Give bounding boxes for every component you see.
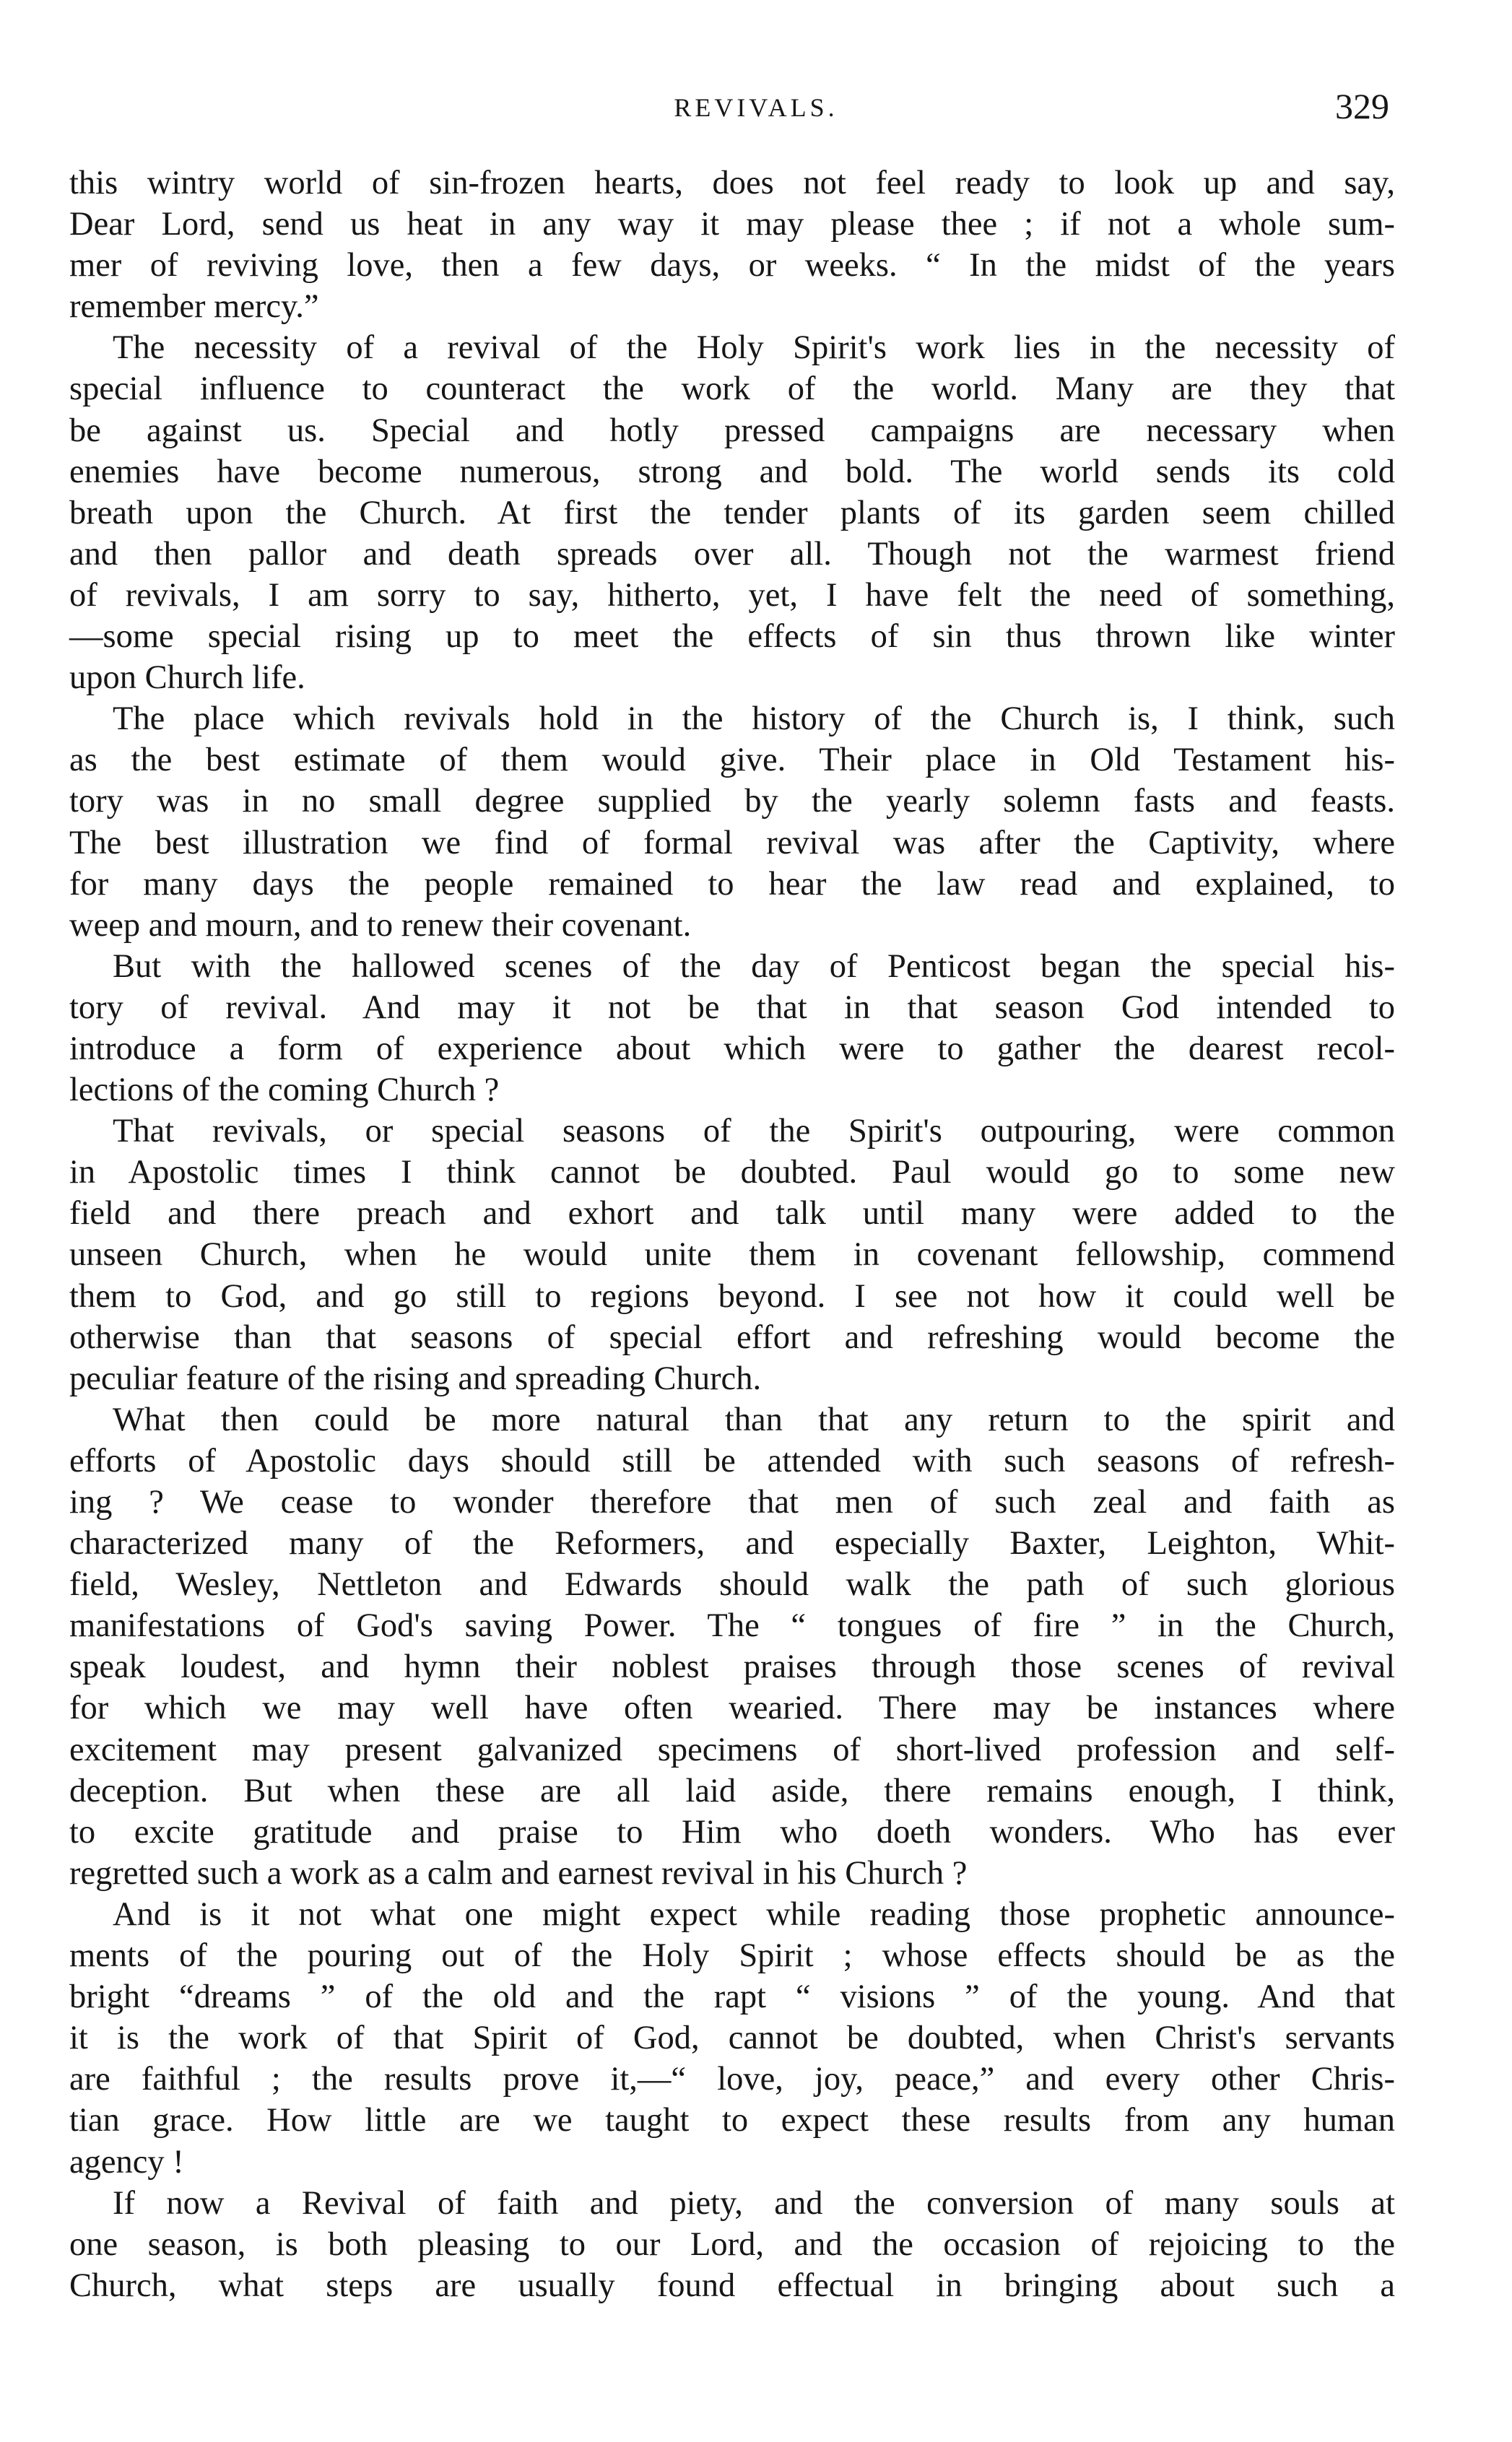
page-number: 329 [1335, 86, 1389, 126]
text-line: regretted such a work as a calm and earnest revival in his Church ? [69, 1854, 968, 1892]
text-line: If now a Revival of faith and piety, and the conversion of many souls at [113, 2184, 1395, 2222]
text-line: ments of the pouring out of the Holy Spirit ; whose effects should be as the [69, 1937, 1395, 1975]
text-line: speak loudest, and hymn their noblest praises through those scenes of revival [69, 1648, 1395, 1686]
text-line: tory of revival. And may it not be that in that season God intended to [69, 988, 1395, 1026]
text-line: introduce a form of experience about which were to gather the dearest recol- [69, 1030, 1395, 1067]
text-line: Dear Lord, send us heat in any way it may please thee ; if not a whole sum- [69, 206, 1395, 243]
text-line: to excite gratitude and praise to Him who doeth wonders. Who has ever [69, 1813, 1395, 1851]
text-line: field, Wesley, Nettleton and Edwards should walk the path of such glorious [69, 1566, 1395, 1604]
text-line: agency ! [69, 2143, 184, 2181]
text-line: bright “dreams ” of the old and the rapt “ visions ” of the young. And that [69, 1978, 1395, 2016]
text-line: efforts of Apostolic days should still be attended with such seasons of refresh- [69, 1442, 1395, 1479]
text-line: manifestations of God's saving Power. The “ tongues of fire ” in the Church, [69, 1607, 1395, 1645]
text-line: Church, what steps are usually found effectual in bringing about such a [69, 2267, 1395, 2304]
text-line: as the best estimate of them would give. Their place in Old Testament his- [69, 742, 1395, 779]
text-line: The place which revivals hold in the history of the Church is, I think, such [113, 700, 1395, 738]
text-line: upon Church life. [69, 659, 305, 697]
running-title: REVIVALS. [674, 93, 838, 122]
text-line: them to God, and go still to regions beyond. I see not how it could well be [69, 1277, 1395, 1315]
text-line: enemies have become numerous, strong and bold. The world sends its cold [69, 453, 1395, 490]
text-line: this wintry world of sin-frozen hearts, does not feel ready to look up and say, [69, 165, 1395, 201]
text-line: —some special rising up to meet the effects of sin thus thrown like winter [69, 618, 1395, 656]
text-line: otherwise than that seasons of special effort and refreshing would become the [69, 1318, 1395, 1356]
text-line: special influence to counteract the work of the world. Many are they that [69, 370, 1395, 408]
text-line: The necessity of a revival of the Holy Spirit's work lies in the necessity of [113, 329, 1395, 367]
text-line: weep and mourn, and to renew their covenant. [69, 906, 692, 944]
text-line: one season, is both pleasing to our Lord, and the occasion of rejoicing to the [69, 2225, 1395, 2263]
text-line: be against us. Special and hotly pressed campaigns are necessary when [69, 412, 1395, 449]
body-text [69, 162, 1395, 2306]
text-line: unseen Church, when he would unite them in covenant fellowship, commend [69, 1236, 1395, 1274]
text-line: peculiar feature of the rising and spreading Church. [69, 1360, 762, 1397]
text-line: for which we may well have often wearied. There may be instances where [69, 1690, 1395, 1727]
text-line: remember mercy.” [69, 288, 319, 326]
text-line: of revivals, I am sorry to say, hitherto, yet, I have felt the need of something, [69, 576, 1395, 614]
text-line: in Apostolic times I think cannot be doubted. Paul would go to some new [69, 1154, 1395, 1191]
text-line: tian grace. How little are we taught to expect these results from any human [69, 2102, 1395, 2139]
text-line: The best illustration we find of formal revival was after the Captivity, where [69, 824, 1395, 861]
text-line: And is it not what one might expect while reading those prophetic announce- [113, 1895, 1395, 1933]
running-header [0, 85, 1512, 129]
text-line: deception. But when these are all laid aside, there remains enough, I think, [69, 1772, 1395, 1809]
text-line: mer of reviving love, then a few days, or weeks. “ In the midst of the years [69, 247, 1395, 284]
text-line: lections of the coming Church ? [69, 1072, 500, 1109]
text-line: excitement may present galvanized specimens of short-lived profession and self- [69, 1731, 1395, 1768]
text-line: for many days the people remained to hear the law read and explained, to [69, 865, 1395, 903]
text-line: ing ? We cease to wonder therefore that men of such zeal and faith as [69, 1484, 1395, 1521]
text-line: What then could be more natural than that any return to the spirit and [113, 1401, 1395, 1438]
text-line: field and there preach and exhort and talk until many were added to the [69, 1195, 1395, 1233]
text-line: breath upon the Church. At first the tender plants of its garden seem chilled [69, 494, 1395, 531]
text-line: it is the work of that Spirit of God, cannot be doubted, when Christ's servants [69, 2020, 1395, 2057]
text-line: characterized many of the Reformers, and especially Baxter, Leighton, Whit- [69, 1525, 1395, 1563]
text-line: are faithful ; the results prove it,—“ love, joy, peace,” and every other Chris- [69, 2061, 1395, 2098]
text-line: tory was in no small degree supplied by the yearly solemn fasts and feasts. [69, 783, 1395, 820]
text-line: That revivals, or special seasons of the Spirit's outpouring, were common [113, 1113, 1395, 1150]
text-line: and then pallor and death spreads over all. Though not the warmest friend [69, 535, 1395, 573]
text-line: But with the hallowed scenes of the day of Penticost began the special his- [113, 947, 1395, 985]
